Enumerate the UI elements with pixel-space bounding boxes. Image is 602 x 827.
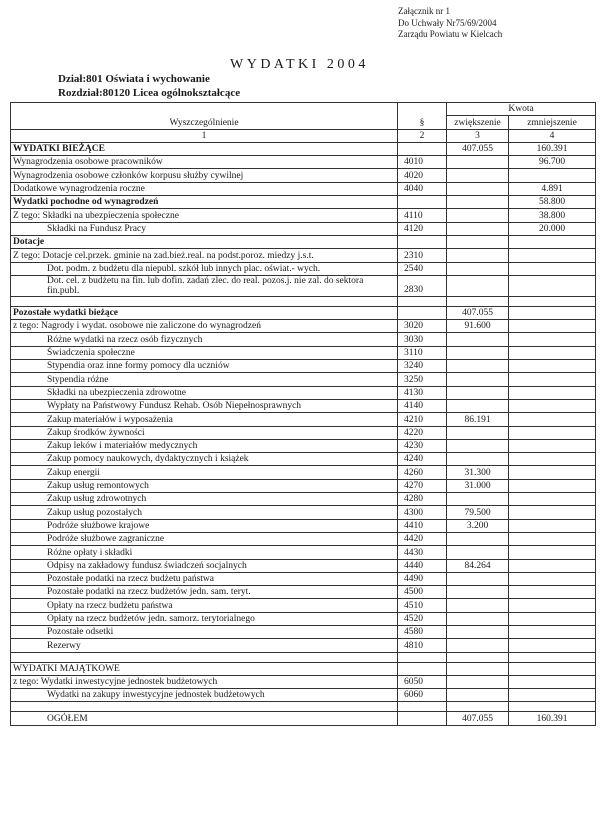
- row-paragraph: [398, 662, 447, 675]
- row-decrease: [509, 532, 596, 545]
- row-paragraph: [398, 196, 447, 209]
- row-decrease: [509, 506, 596, 519]
- row-description: Podróże służbowe zagraniczne: [11, 532, 398, 545]
- row-increase: [447, 493, 509, 506]
- row-increase: [447, 235, 509, 248]
- row-increase: [447, 156, 509, 169]
- row-description: Zakup leków i materiałów medycznych: [11, 439, 398, 452]
- table-row: [11, 296, 596, 306]
- table-row: [11, 306, 596, 319]
- row-decrease: [509, 373, 596, 386]
- row-decrease: [509, 702, 596, 712]
- table-row: [11, 373, 596, 386]
- row-decrease: [509, 519, 596, 532]
- row-paragraph: [398, 296, 447, 306]
- table-row: [11, 142, 596, 155]
- column-number: 1: [11, 129, 398, 142]
- row-description: Stypendia oraz inne formy pomocy dla uczniów: [11, 360, 398, 373]
- row-paragraph: 3030: [398, 333, 447, 346]
- row-increase: 79.500: [447, 506, 509, 519]
- table-row: [11, 413, 596, 426]
- table-row: [11, 599, 596, 612]
- row-paragraph: 4040: [398, 182, 447, 195]
- row-description: Różne opłaty i składki: [11, 546, 398, 559]
- row-decrease: [509, 439, 596, 452]
- row-description: Rezerwy: [11, 639, 398, 652]
- table-row: [11, 662, 596, 675]
- table-row: [11, 586, 596, 599]
- table-row: [11, 156, 596, 169]
- row-description: Zakup środków żywności: [11, 426, 398, 439]
- row-paragraph: [398, 306, 447, 319]
- row-description: Wynagrodzenia osobowe pracowników: [11, 156, 398, 169]
- table-row: [11, 572, 596, 585]
- table-row: [11, 702, 596, 712]
- row-paragraph: 4260: [398, 466, 447, 479]
- row-increase: 31.000: [447, 479, 509, 492]
- row-increase: 86.191: [447, 413, 509, 426]
- row-decrease: [509, 399, 596, 412]
- row-paragraph: [398, 652, 447, 662]
- table-row: [11, 466, 596, 479]
- row-paragraph: 4020: [398, 169, 447, 182]
- row-increase: 407.055: [447, 142, 509, 155]
- row-decrease: [509, 453, 596, 466]
- row-paragraph: 4520: [398, 612, 447, 625]
- row-decrease: [509, 296, 596, 306]
- table-row: [11, 506, 596, 519]
- row-description: Pozostałe podatki na rzecz budżetu państwa: [11, 572, 398, 585]
- row-description: Z tego: Składki na ubezpieczenia społeczne: [11, 209, 398, 222]
- rozdzial-label: Rozdział:80120 Licea ogólnokształcące: [58, 87, 241, 99]
- table-row: [11, 169, 596, 182]
- row-paragraph: 4500: [398, 586, 447, 599]
- table-row: [11, 249, 596, 262]
- table-row: [11, 275, 596, 296]
- row-increase: [447, 386, 509, 399]
- row-decrease: [509, 386, 596, 399]
- row-paragraph: [398, 712, 447, 725]
- table-row: [11, 386, 596, 399]
- row-description: Opłaty na rzecz budżetu państwa: [11, 599, 398, 612]
- table-row: [11, 559, 596, 572]
- header-amount: Kwota: [447, 103, 596, 116]
- row-description: Stypendia różne: [11, 373, 398, 386]
- row-decrease: 4.891: [509, 182, 596, 195]
- row-decrease: [509, 320, 596, 333]
- row-increase: [447, 399, 509, 412]
- row-description: Wypłaty na Państwowy Fundusz Rehab. Osób Niepełnosprawnych: [11, 399, 398, 412]
- table-body: [11, 142, 596, 725]
- row-decrease: [509, 546, 596, 559]
- row-decrease: 96.700: [509, 156, 596, 169]
- row-increase: [447, 275, 509, 296]
- row-paragraph: 4280: [398, 493, 447, 506]
- row-paragraph: 4420: [398, 532, 447, 545]
- row-paragraph: 4270: [398, 479, 447, 492]
- row-paragraph: 2830: [398, 275, 447, 296]
- row-paragraph: 6050: [398, 675, 447, 688]
- header-description: Wyszczególnienie: [11, 103, 398, 130]
- row-increase: 3.200: [447, 519, 509, 532]
- row-description: Różne wydatki na rzecz osób fizycznych: [11, 333, 398, 346]
- row-description: Odpisy na zakładowy fundusz świadczeń socjalnych: [11, 559, 398, 572]
- row-increase: [447, 652, 509, 662]
- row-increase: 84.264: [447, 559, 509, 572]
- row-increase: [447, 439, 509, 452]
- row-paragraph: 4240: [398, 453, 447, 466]
- column-number: 4: [509, 129, 596, 142]
- table-row: [11, 479, 596, 492]
- row-paragraph: 4810: [398, 639, 447, 652]
- row-description: z tego: Nagrody i wydat. osobowe nie zaliczone do wynagrodzeń: [11, 320, 398, 333]
- row-description: Dot. podm. z budżetu dla niepubl. szkół lub innych plac. oświat.- wych.: [11, 262, 398, 275]
- row-decrease: [509, 346, 596, 359]
- row-description: [11, 702, 398, 712]
- row-decrease: [509, 479, 596, 492]
- table-row: [11, 546, 596, 559]
- row-decrease: [509, 652, 596, 662]
- row-paragraph: 4490: [398, 572, 447, 585]
- row-increase: [447, 546, 509, 559]
- row-decrease: [509, 235, 596, 248]
- table-row: [11, 182, 596, 195]
- row-paragraph: 4110: [398, 209, 447, 222]
- table-row: [11, 712, 596, 725]
- table-row: [11, 675, 596, 688]
- row-increase: [447, 360, 509, 373]
- row-description: Podróże służbowe krajowe: [11, 519, 398, 532]
- row-decrease: [509, 572, 596, 585]
- row-paragraph: [398, 702, 447, 712]
- table-row: [11, 612, 596, 625]
- page-title: WYDATKI 2004: [230, 57, 369, 72]
- row-description: WYDATKI MAJĄTKOWE: [11, 662, 398, 675]
- row-increase: [447, 689, 509, 702]
- row-increase: [447, 572, 509, 585]
- row-decrease: [509, 360, 596, 373]
- row-description: Składki na Fundusz Pracy: [11, 222, 398, 235]
- row-increase: [447, 586, 509, 599]
- row-decrease: [509, 662, 596, 675]
- row-increase: [447, 262, 509, 275]
- header-note-line: Do Uchwały Nr75/69/2004: [398, 17, 497, 28]
- header-paragraph: §: [398, 103, 447, 130]
- row-paragraph: 4220: [398, 426, 447, 439]
- column-number: 2: [398, 129, 447, 142]
- row-increase: [447, 373, 509, 386]
- row-increase: 407.055: [447, 712, 509, 725]
- row-paragraph: 4440: [398, 559, 447, 572]
- row-increase: [447, 532, 509, 545]
- row-decrease: [509, 249, 596, 262]
- row-decrease: [509, 493, 596, 506]
- row-description: Z tego: Dotacje cel.przek. gminie na zad.bież.real. na podst.poroz. miedzy j.s.t.: [11, 249, 398, 262]
- row-description: Opłaty na rzecz budżetów jedn. samorz. terytorialnego: [11, 612, 398, 625]
- row-paragraph: 4410: [398, 519, 447, 532]
- row-increase: [447, 612, 509, 625]
- table-row: [11, 320, 596, 333]
- table-row: [11, 519, 596, 532]
- row-description: Składki na ubezpieczenia zdrowotne: [11, 386, 398, 399]
- row-description: Świadczenia społeczne: [11, 346, 398, 359]
- row-description: [11, 652, 398, 662]
- row-decrease: 160.391: [509, 142, 596, 155]
- row-increase: [447, 196, 509, 209]
- row-increase: [447, 662, 509, 675]
- row-increase: 91.600: [447, 320, 509, 333]
- row-increase: [447, 249, 509, 262]
- row-paragraph: 3240: [398, 360, 447, 373]
- row-paragraph: 4210: [398, 413, 447, 426]
- row-description: WYDATKI BIEŻĄCE: [11, 142, 398, 155]
- row-decrease: [509, 262, 596, 275]
- header-note-line: Załącznik nr 1: [398, 6, 450, 16]
- table-row: [11, 439, 596, 452]
- row-increase: [447, 702, 509, 712]
- row-paragraph: 4510: [398, 599, 447, 612]
- row-description: Dodatkowe wynagrodzenia roczne: [11, 182, 398, 195]
- row-paragraph: 4010: [398, 156, 447, 169]
- row-decrease: [509, 169, 596, 182]
- row-decrease: [509, 275, 596, 296]
- row-increase: [447, 625, 509, 638]
- row-paragraph: 4130: [398, 386, 447, 399]
- row-paragraph: 6060: [398, 689, 447, 702]
- table-row: [11, 652, 596, 662]
- row-increase: [447, 296, 509, 306]
- row-decrease: [509, 466, 596, 479]
- row-description: Wydatki na zakupy inwestycyjne jednostek budżetowych: [11, 689, 398, 702]
- row-description: Zakup energii: [11, 466, 398, 479]
- row-increase: [447, 209, 509, 222]
- row-description: Dot. cel. z budżetu na fin. lub dofin. zadań zlec. do real. pozos.j. nie zal. do sektora fin.publ.: [11, 275, 398, 296]
- column-number: 3: [447, 129, 509, 142]
- row-description: Pozostałe wydatki bieżące: [11, 306, 398, 319]
- row-description: Dotacje: [11, 235, 398, 248]
- row-description: z tego: Wydatki inwestycyjne jednostek budżetowych: [11, 675, 398, 688]
- row-decrease: [509, 586, 596, 599]
- row-paragraph: 4120: [398, 222, 447, 235]
- row-decrease: [509, 413, 596, 426]
- row-description: Pozostałe odsetki: [11, 625, 398, 638]
- row-increase: 31.300: [447, 466, 509, 479]
- row-paragraph: [398, 235, 447, 248]
- row-paragraph: 3110: [398, 346, 447, 359]
- dzial-label: Dział:801 Oświata i wychowanie: [58, 73, 210, 85]
- table-row: [11, 333, 596, 346]
- row-paragraph: 2310: [398, 249, 447, 262]
- expenses-table: [10, 102, 596, 726]
- header-decrease: zmniejszenie: [509, 116, 596, 129]
- row-decrease: [509, 689, 596, 702]
- row-paragraph: 4140: [398, 399, 447, 412]
- table-row: [11, 493, 596, 506]
- table-row: [11, 360, 596, 373]
- table-row: [11, 209, 596, 222]
- row-description: Wynagrodzenia osobowe członków korpusu służby cywilnej: [11, 169, 398, 182]
- row-decrease: [509, 675, 596, 688]
- table-row: [11, 689, 596, 702]
- row-paragraph: 4230: [398, 439, 447, 452]
- row-description: [11, 296, 398, 306]
- row-decrease: [509, 559, 596, 572]
- row-decrease: [509, 333, 596, 346]
- table-row: [11, 453, 596, 466]
- row-decrease: [509, 612, 596, 625]
- row-description: Zakup usług pozostałych: [11, 506, 398, 519]
- row-paragraph: 3020: [398, 320, 447, 333]
- row-increase: [447, 453, 509, 466]
- table-row: [11, 532, 596, 545]
- row-paragraph: [398, 142, 447, 155]
- table-row: [11, 399, 596, 412]
- table-row: [11, 346, 596, 359]
- table-row: [11, 222, 596, 235]
- row-decrease: 160.391: [509, 712, 596, 725]
- row-decrease: 20.000: [509, 222, 596, 235]
- table-row: [11, 625, 596, 638]
- row-increase: [447, 599, 509, 612]
- table-row: [11, 235, 596, 248]
- row-decrease: [509, 639, 596, 652]
- row-decrease: [509, 625, 596, 638]
- row-description: Wydatki pochodne od wynagrodzeń: [11, 196, 398, 209]
- row-increase: [447, 182, 509, 195]
- row-description: Pozostałe podatki na rzecz budżetów jedn. sam. teryt.: [11, 586, 398, 599]
- row-description: Zakup usług zdrowotnych: [11, 493, 398, 506]
- row-decrease: 38.800: [509, 209, 596, 222]
- table-row: [11, 262, 596, 275]
- table-row: [11, 426, 596, 439]
- row-paragraph: 4300: [398, 506, 447, 519]
- row-description: Zakup pomocy naukowych, dydaktycznych i książek: [11, 453, 398, 466]
- row-decrease: [509, 599, 596, 612]
- row-decrease: [509, 426, 596, 439]
- row-increase: [447, 169, 509, 182]
- header-note: [398, 6, 502, 41]
- row-paragraph: 2540: [398, 262, 447, 275]
- row-increase: [447, 426, 509, 439]
- row-increase: [447, 639, 509, 652]
- header-note-line: Zarządu Powiatu w Kielcach: [398, 29, 503, 39]
- row-increase: 407.055: [447, 306, 509, 319]
- table-row: [11, 639, 596, 652]
- row-description: OGÓŁEM: [11, 712, 398, 725]
- row-description: Zakup usług remontowych: [11, 479, 398, 492]
- row-description: Zakup materiałów i wyposażenia: [11, 413, 398, 426]
- row-decrease: 58.800: [509, 196, 596, 209]
- row-increase: [447, 346, 509, 359]
- header-increase: zwiększenie: [447, 116, 509, 129]
- row-paragraph: 4430: [398, 546, 447, 559]
- row-increase: [447, 675, 509, 688]
- row-increase: [447, 222, 509, 235]
- table-row: [11, 196, 596, 209]
- row-increase: [447, 333, 509, 346]
- row-paragraph: 3250: [398, 373, 447, 386]
- row-paragraph: 4580: [398, 625, 447, 638]
- row-decrease: [509, 306, 596, 319]
